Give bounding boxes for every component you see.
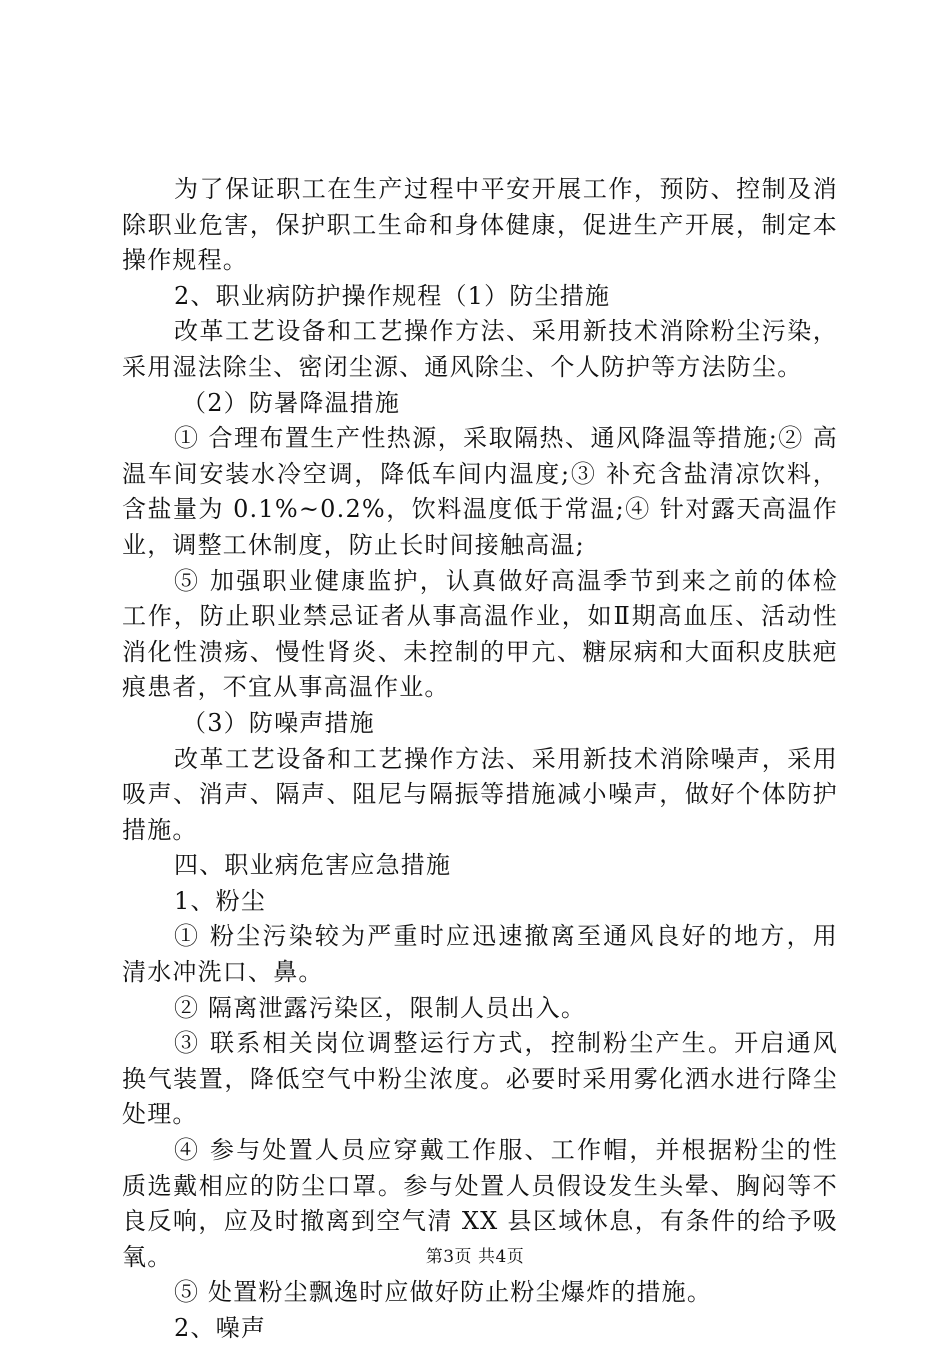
paragraph-heat-measures: ① 合理布置生产性热源，采取隔热、通风降温等措施;② 高温车间安装水冷空调，降低车间内温度;③ 补充含盐清凉饮料，含盐量为 0.1%~0.2%，饮料温度低于常温;④ 针对露天高温作业，调整工休制度，防止长时间接触高温; [122,424,838,559]
paragraph-noise-measures: 改革工艺设备和工艺操作方法、采用新技术消除噪声，采用吸声、消声、隔声、阻尼与隔振等措施减小噪声，做好个体防护措施。 [122,744,838,844]
document-body [122,172,838,1347]
paragraph-intro: 为了保证职工在生产过程中平安开展工作，预防、控制及消除职业危害，保护职工生命和身体健康，促进生产开展，制定本操作规程。 [122,175,838,275]
page-number-footer: 第3页 共4页 [425,1247,525,1267]
heading-noise-protection: （3）防噪声措施 [182,708,375,737]
paragraph-dust-step-1: ① 粉尘污染较为严重时应迅速撤离至通风良好的地方，用清水冲洗口、鼻。 [122,922,838,987]
heading-dust-protection: 2、职业病防护操作规程（1）防尘措施 [174,281,611,310]
paragraph-dust-measures: 改革工艺设备和工艺操作方法、采用新技术消除粉尘污染，采用湿法除尘、密闭尘源、通风除尘、个人防护等方法防尘。 [122,317,838,381]
heading-heat-protection: （2）防暑降温措施 [182,388,401,417]
paragraph-dust-step-5: ⑤ 处置粉尘飘逸时应做好防止粉尘爆炸的措施。 [174,1278,713,1307]
paragraph-dust-step-2: ② 隔离泄露污染区，限制人员出入。 [174,993,587,1022]
paragraph-dust-step-4: ④ 参与处置人员应穿戴工作服、工作帽，并根据粉尘的性质选戴相应的防尘口罩。参与处置人员假设发生头晕、胸闷等不良反响，应及时撤离到空气清 XX 县区域休息，有条件的给予吸氧。 [122,1136,838,1271]
paragraph-health-monitoring: ⑤ 加强职业健康监护，认真做好高温季节到来之前的体检工作，防止职业禁忌证者从事高温作业，如Ⅱ期高血压、活动性消化性溃疡、慢性肾炎、未控制的甲亢、糖尿病和大面积皮肤疤痕患者，不宜从事高温作业。 [122,566,838,702]
paragraph-dust-step-3: ③ 联系相关岗位调整运行方式，控制粉尘产生。开启通风换气装置，降低空气中粉尘浓度。必要时采用雾化洒水进行降尘处理。 [122,1029,838,1129]
heading-noise: 2、噪声 [174,1314,267,1342]
heading-dust: 1、粉尘 [174,886,267,915]
heading-emergency-measures: 四、职业病危害应急措施 [174,851,452,880]
